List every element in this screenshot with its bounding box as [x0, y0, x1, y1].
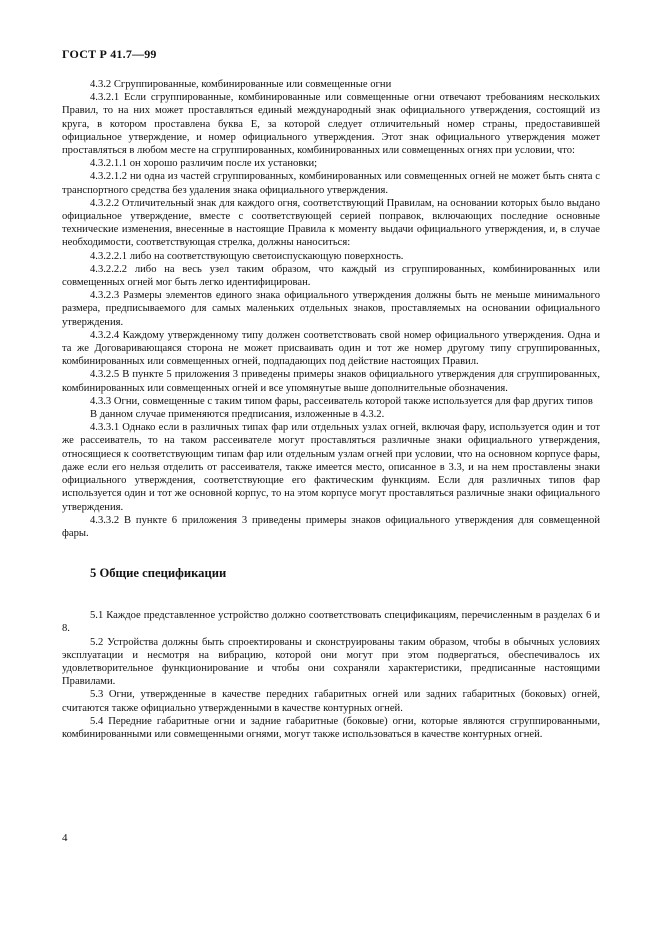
paragraph-5-4: 5.4 Передние габаритные огни и задние габаритные (боковые) огни, которые являются сгруппированными, комбинированными или совмещенными огнями, могут также использоваться в качестве контурных огней. — [62, 715, 600, 740]
paragraph-4-3-3-2: 4.3.3.2 В пункте 6 приложения 3 приведены примеры знаков официального утверждения для совмещенной фары. — [62, 514, 600, 539]
paragraph-4-3-2-2: 4.3.2.2 Отличительный знак для каждого огня, соответствующий Правилам, на основании которых было выдано официальное утверждение, вместе с соответствующей серией поправок, включающих последние основные технические изменения, внесенные в настоящие Правила к моменту выдачи официального утверждения, и, в случае необходимости, соответствующая стрелка, должны наноситься: — [62, 197, 600, 249]
paragraph-4-3-2-5: 4.3.2.5 В пункте 5 приложения 3 приведены примеры знаков официального утверждения для сгруппированных, комбинированных или совмещенных огней и все упомянутые выше дополнительные обозначения. — [62, 369, 600, 394]
paragraph-4-3-2-2-1: 4.3.2.2.1 либо на соответствующую светоиспускающую поверхность. — [90, 250, 404, 262]
paragraph-5-1: 5.1 Каждое представленное устройство должно соответствовать спецификациям, перечисленным в разделах 6 и 8. — [62, 610, 600, 635]
section-title: 5 Общие спецификации — [90, 566, 227, 581]
paragraph-4-3-2-1-1: 4.3.2.1.1 он хорошо различим после их установки; — [90, 158, 318, 170]
paragraph-4-3-2-4: 4.3.2.4 Каждому утвержденному типу должен соответствовать свой номер официального утверждения. Одна и та же Договаривающаяся сторона не может присваивать один и тот же номер другому типу сгруппированных, комбинированных или совмещенных огней, подпадающих под действие настоящих Правил. — [62, 329, 600, 368]
paragraph-4-3-2-1-2: 4.3.2.1.2 ни одна из частей сгруппированных, комбинированных или совмещенных огней не может быть снята с транспортного средства без удаления знака официального утверждения. — [62, 171, 600, 196]
paragraph-4-3-2-2-2: 4.3.2.2.2 либо на весь узел таким образом, что каждый из сгруппированных, комбинированных или совмещенных огней мог быть легко идентифицирован. — [62, 263, 600, 289]
paragraph-4-3-2-1: 4.3.2.1 Если сгруппированные, комбинированные или совмещенные огни отвечают требованиям нескольких Правил, то на них может проставляться единый международный знак официального утверждения, состоящий из круга, в котором проставлена буква Е, за которой следует отличительный номер страны, предоставившей официальное утверждение, и номер официального утверждения. Этот знак официального утверждения может проставляться в любом месте на сгруппированных, комбинированных или совмещенных огнях при условии, что: — [62, 92, 600, 157]
paragraph-4-3-2-3: 4.3.2.3 Размеры элементов единого знака официального утверждения должны быть не меньше минимального размера, предписываемого для самых маленьких отдельных знаков, проставляемых на основании официального утверждения. — [62, 290, 600, 328]
paragraph-5-2: 5.2 Устройства должны быть спроектированы и сконструированы таким образом, чтобы в обычных условиях эксплуатации и несмотря на вибрацию, которой они могут при этом подвергаться, обеспечивалось их удовлетворительное функционирование и чтобы они сохраняли характеристики, предписанные настоящими Правилами. — [62, 636, 600, 688]
page-number: 4 — [62, 832, 68, 844]
paragraph-4-3-3-intro: В данном случае применяются предписания, изложенные в 4.3.2. — [90, 409, 385, 421]
paragraph-4-3-3: 4.3.3 Огни, совмещенные с таким типом фары, рассеиватель которой также используется для фар других типов — [90, 395, 593, 407]
document-code-header: ГОСТ Р 41.7—99 — [62, 47, 157, 61]
paragraph-5-3: 5.3 Огни, утвержденные в качестве передних габаритных огней или задних габаритных (боковых) огней, считаются также официально утвержденными в качестве контурных огней. — [62, 689, 600, 714]
paragraph-4-3-2: 4.3.2 Сгруппированные, комбинированные или совмещенные огни — [90, 79, 392, 90]
paragraph-4-3-3-1: 4.3.3.1 Однако если в различных типах фар или отдельных узлах огней, включая фару, используется один и тот же рассеиватель, то на таком рассеивателе могут проставляться различные знаки официального утверждения, относящиеся к соответствующим типам фар или отдельным узлам огней при условии, что на основном корпусе фары, даже если его нельзя отделить от рассеивателя, также имеется место, описанное в 3.3, и на нем проставлены знаки официального утверждения, соответствующие его фактическим функциям. Если для различных типов фар используется один и тот же основной корпус, то на этом корпусе могут проставляться различные знаки официального утверждения. — [62, 422, 600, 513]
document-body — [62, 78, 600, 741]
